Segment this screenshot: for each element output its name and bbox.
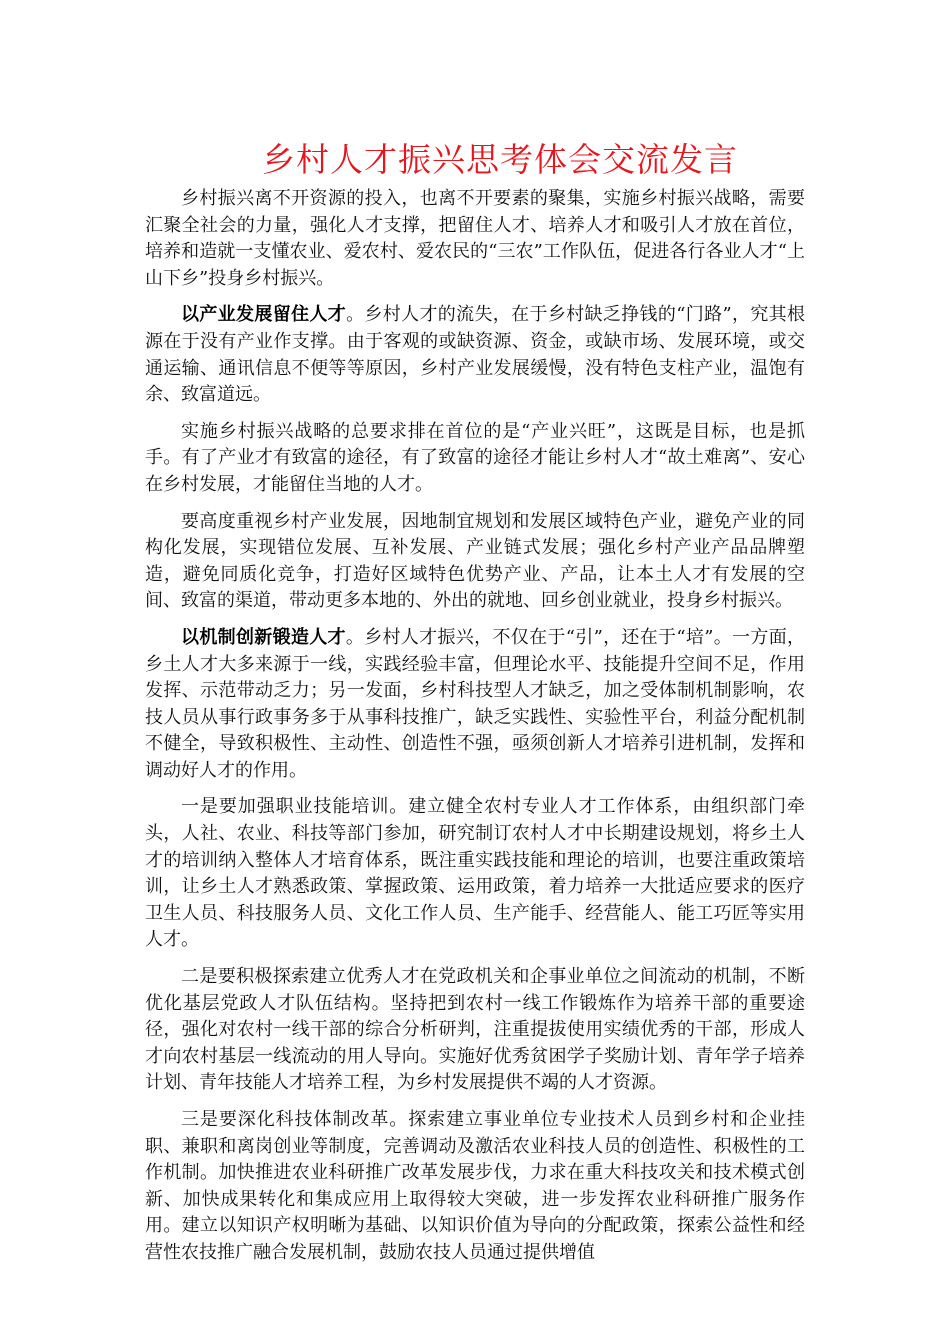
- paragraph-6: [145, 794, 805, 954]
- paragraph-text: 乡村振兴离不开资源的投入，也离不开要素的聚集，实施乡村振兴战略，需要汇聚全社会的力量，强化人才支撑，把留住人才、培养人才和吸引人才放在首位，培养和造就一支懂农业、爱农村、爱农民的“三农”工作队伍，促进各行各业人才“上山下乡”投身乡村振兴。: [145, 188, 805, 289]
- document-body: [145, 186, 805, 1277]
- paragraph-lead: 以产业发展留住人才: [181, 304, 347, 326]
- paragraph-text: 一是要加强职业技能培训。建立健全农村专业人才工作体系，由组织部门牵头，人社、农业、科技等部门参加，研究制订农村人才中长期建设规划，将乡土人才的培训纳入整体人才培育体系，既注重实践技能和理论的培训，也要注重政策培训，让乡土人才熟悉政策、掌握政策、运用政策，着力培养一大批适应要求的医疗卫生人员、科技服务人员、文化工作人员、生产能手、经营能人、能工巧匠等实用人才。: [145, 796, 805, 951]
- paragraph-3: [145, 419, 805, 499]
- paragraph-text: 实施乡村振兴战略的总要求排在首位的是“产业兴旺”，这既是目标，也是抓手。有了产业才有致富的途径，有了致富的途径才能让乡村人才“故土难离”、安心在乡村发展，才能留住当地的人才。: [145, 420, 805, 495]
- paragraph-8: [145, 1107, 805, 1267]
- paragraph-2: [145, 302, 805, 408]
- paragraph-lead: 以机制创新锻造人才: [181, 626, 346, 648]
- paragraph-text: 三是要深化科技体制改革。探索建立事业单位专业技术人员到乡村和企业挂职、兼职和离岗创业等制度，完善调动及激活农业科技人员的创造性、积极性的工作机制。加快推进农业科研推广改革发展步伐，力求在重大科技攻关和技术模式创新、加快成果转化和集成应用上取得较大突破，进一步发挥农业科研推广服务作用。建立以知识产权明晰为基础、以知识价值为导向的分配政策，探索公益性和经营性农技推广融合发展机制，鼓励农技人员通过提供增值: [145, 1109, 805, 1263]
- paragraph-text: 要高度重视乡村产业发展，因地制宜规划和发展区域特色产业，避免产业的同构化发展，实现错位发展、互补发展、产业链式发展；强化乡村产业产品品牌塑造，避免同质化竞争，打造好区域特色优势产业、产品，让本土人才有发展的空间、致富的渠道，带动更多本地的、外出的就地、回乡创业就业，投身乡村振兴。: [145, 510, 805, 612]
- paragraph-text: 。乡村人才的流失，在于乡村缺乏挣钱的“门路”，究其根源在于没有产业作支撑。由于客观的或缺资源、资金，或缺市场、发展环境，或交通运输、通讯信息不便等等原因，乡村产业发展缓慢，没有特色支柱产业，温饱有余、致富道远。: [145, 304, 806, 406]
- paragraph-text: 二是要积极探索建立优秀人才在党政机关和企事业单位之间流动的机制，不断优化基层党政人才队伍结构。坚持把到农村一线工作锻炼作为培养干部的重要途径，强化对农村一线干部的综合分析研判，注重提拔使用实绩优秀的干部，形成人才向农村基层一线流动的用人导向。实施好优秀贫困学子奖励计划、青年学子培养计划、青年技能人才培养工程，为乡村发展提供不竭的人才资源。: [145, 966, 805, 1094]
- paragraph-1: [145, 186, 805, 292]
- paragraph-7: [145, 964, 805, 1097]
- paragraph-5: [145, 625, 805, 785]
- paragraph-text: 。乡村人才振兴，不仅在于“引”，还在于“培”。一方面，乡土人才大多来源于一线，实践经验丰富，但理论水平、技能提升空间不足，作用发挥、示范带动乏力；另一发面，乡村科技型人才缺乏，加之受体制机制影响，农技人员从事行政事务多于从事科技推广，缺乏实践性、实验性平台，利益分配机制不健全，导致积极性、主动性、创造性不强，亟须创新人才培养引进机制，发挥和调动好人才的作用。: [145, 626, 806, 781]
- paragraph-4: [145, 509, 805, 615]
- document-title: 乡村人才振兴思考体会交流发言: [262, 140, 738, 179]
